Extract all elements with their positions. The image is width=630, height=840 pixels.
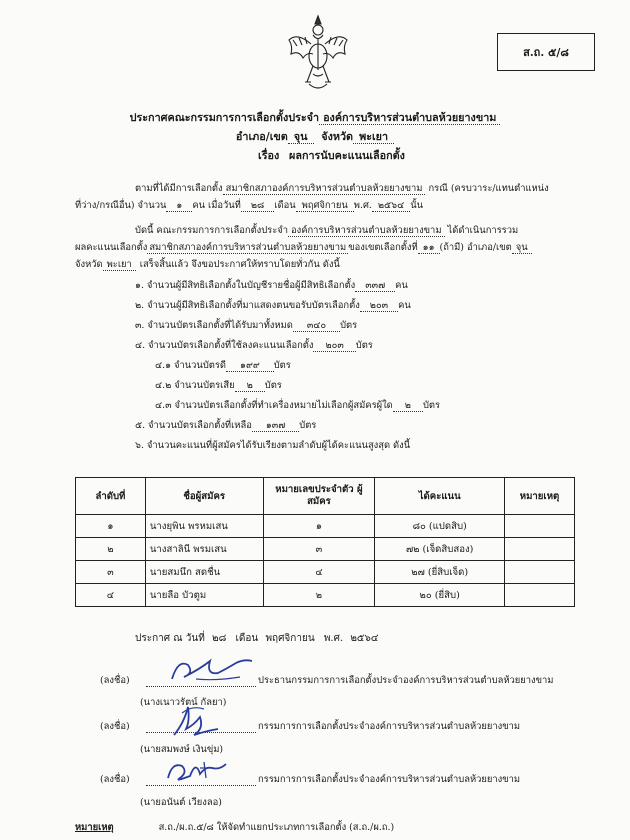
subject-label: เรื่อง	[258, 149, 280, 162]
item-label: ๔.๑ จำนวนบัตรดี	[155, 360, 227, 371]
announce-month-label: เดือน	[235, 633, 259, 644]
p1-day: ๒๘	[241, 200, 274, 212]
announce-date-line	[135, 631, 378, 646]
table-row	[76, 584, 575, 607]
item-5	[135, 418, 316, 433]
cell-name: นางสาลินี พรมเสน	[145, 538, 263, 561]
table-row	[76, 561, 575, 584]
p2-zone: ๑๑	[418, 242, 440, 254]
item-value: ๒๐๓	[313, 340, 355, 352]
item-unit: บัตร	[273, 360, 291, 371]
cell-order: ๓	[76, 561, 146, 584]
signer-role: ประธานกรรมการการเลือกตั้งประจำองค์การบริหารส่วนตำบลห้วยยางขาม	[258, 675, 554, 686]
cell-remark	[505, 561, 575, 584]
item-label: ๒. จำนวนผู้มีสิทธิเลือกตั้งที่มาแสดงตนขอรับบัตรเลือกตั้ง	[135, 300, 360, 311]
paragraph1-line2	[75, 198, 423, 213]
p2-province-label: จังหวัด	[75, 259, 103, 270]
p2-position: สมาชิกสภาองค์การบริหารส่วนตำบลห้วยยางขาม	[149, 242, 347, 253]
sign-label: (ลงชื่อ)	[100, 675, 130, 686]
cell-name: นางยุพิน พรหมเสน	[145, 515, 263, 538]
handwritten-signature-icon	[160, 752, 240, 788]
paragraph1-line1	[135, 181, 549, 196]
item-label: ๑. จำนวนผู้มีสิทธิเลือกตั้งในบัญชีรายชื่อผู้มีสิทธิเลือกตั้ง	[135, 280, 356, 291]
remark-label: หมายเหตุ	[75, 822, 114, 833]
p1-end: นั้น	[410, 200, 424, 211]
form-code-box	[497, 33, 595, 71]
cell-order: ๔	[76, 584, 146, 607]
table-row	[76, 538, 575, 561]
p1-count: ๑	[166, 200, 192, 212]
p2-district-label: (ถ้ามี) อำเภอ/เขต	[439, 242, 512, 253]
item-unit: คน	[398, 300, 411, 311]
item-label: ๖. จำนวนคะแนนที่ผู้สมัครได้รับเรียงตามลำดับผู้ได้คะแนนสูงสุด ดังนี้	[135, 440, 411, 451]
item-3	[135, 318, 357, 333]
p1-month: พฤศจิกายน	[296, 200, 354, 212]
announce-day: ๒๘	[211, 633, 227, 644]
p2-text-line2-a: ผลคะแนนเลือกตั้ง	[75, 242, 148, 253]
p2-org: องค์การบริหารส่วนตำบลห้วยยางขาม	[288, 225, 445, 237]
item-value: ๓๓๗	[355, 280, 395, 292]
item-unit: บัตร	[299, 420, 317, 431]
p2-text-c: ได้ดำเนินการรวม	[447, 225, 519, 236]
item-2	[135, 298, 411, 313]
p2-province: พะเยา	[103, 259, 136, 271]
p2-zone-label: ของเขตเลือกตั้งที่	[348, 242, 418, 253]
subject-value: ผลการนับคะแนนเลือกตั้ง	[289, 149, 405, 162]
cell-number: ๓	[263, 538, 375, 561]
item-value: ๑๓๗	[252, 420, 299, 432]
header-subject-line	[258, 147, 405, 164]
item-4	[135, 338, 373, 353]
p1-year-label: พ.ศ.	[353, 200, 372, 211]
item-label: ๔. จำนวนบัตรเลือกตั้งที่ใช้ลงคะแนนเลือกตั้ง	[135, 340, 314, 351]
item-4-2	[155, 378, 282, 393]
item-label: ๕. จำนวนบัตรเลือกตั้งที่เหลือ	[135, 420, 252, 431]
district-label: อำเภอ/เขต	[235, 130, 288, 143]
item-value: ๒	[393, 400, 423, 412]
item-unit: บัตร	[422, 400, 441, 411]
signer-name: (นางเนาวรัตน์ กัลยา)	[140, 697, 227, 708]
header-title-prefix: ประกาศคณะกรรมการการเลือกตั้งประจำ	[129, 111, 320, 124]
sign-label: (ลงชื่อ)	[100, 721, 130, 732]
announce-year-label: พ.ศ.	[323, 633, 344, 644]
handwritten-signature-icon	[164, 699, 224, 741]
p2-text-end: เสร็จสิ้นแล้ว จึงขอประกาศให้ทราบโดยทั่วกัน ดังนี้	[139, 259, 340, 270]
p1-text-a: ตามที่ได้มีการเลือกตั้ง	[135, 183, 223, 194]
cell-score: ๒๐ (ยี่สิบ)	[375, 584, 505, 607]
header-order: ลำดับที่	[76, 478, 146, 515]
cell-score: ๗๒ (เจ็ดสิบสอง)	[375, 538, 505, 561]
p1-text-c: กรณี (ครบวาระ/แทนตำแหน่ง	[428, 183, 549, 194]
item-4-1	[155, 358, 291, 373]
header-district-line	[0, 128, 630, 145]
paragraph2-line1	[135, 223, 518, 238]
header-candidate-name: ชื่อผู้สมัคร	[145, 478, 263, 515]
results-table	[75, 477, 575, 607]
announce-month: พฤศจิกายน	[265, 633, 315, 644]
item-4-3	[155, 398, 440, 413]
p1-position: สมาชิกสภาองค์การบริหารส่วนตำบลห้วยยางขาม	[223, 183, 426, 195]
item-label: ๓. จำนวนบัตรเลือกตั้งที่ได้รับมาทั้งหมด	[135, 320, 293, 331]
cell-score: ๘๐ (แปดสิบ)	[375, 515, 505, 538]
item-label: ๔.๒ จำนวนบัตรเสีย	[155, 380, 235, 391]
cell-remark	[505, 538, 575, 561]
p2-district: จุน	[512, 242, 532, 254]
item-unit: บัตร	[340, 320, 358, 331]
item-value: ๓๔๐	[293, 320, 340, 332]
p1-date-label: คน เมื่อวันที่	[192, 200, 241, 211]
header-candidate-number	[263, 478, 375, 515]
item-unit: บัตร	[264, 380, 282, 391]
paragraph2-line2	[75, 240, 532, 255]
form-code: ส.ถ. ๕/๘	[523, 46, 569, 59]
p1-text-count-label: ที่ว่าง/กรณีอื่น) จำนวน	[75, 200, 167, 211]
item-label: ๔.๓ จำนวนบัตรเลือกตั้งที่ทำเครื่องหมายไม่เลือกผู้สมัครผู้ใด	[155, 400, 393, 411]
district-value: จุน	[288, 130, 314, 144]
cell-number: ๔	[263, 561, 375, 584]
cell-order: ๑	[76, 515, 146, 538]
item-value: ๒๐๓	[360, 300, 398, 312]
cell-number: ๑	[263, 515, 375, 538]
item-1	[135, 278, 408, 293]
province-value: พะเยา	[353, 130, 394, 144]
signer-role: กรรมการการเลือกตั้งประจำองค์การบริหารส่วนตำบลห้วยยางขาม	[258, 721, 521, 732]
table-row	[76, 515, 575, 538]
item-value: ๒	[235, 380, 265, 392]
announce-year: ๒๕๖๔	[350, 633, 379, 644]
signer-name: (นายสมพงษ์ เงินขุ่ม)	[140, 744, 224, 755]
item-value: ๑๙๙	[226, 360, 274, 372]
table-header-row	[76, 478, 575, 515]
remark-text: ส.ถ./ผ.ถ.๕/๘ ให้จัดทำแยกประเภทการเลือกตั้ง (ส.ถ./ผ.ถ.)	[158, 822, 395, 833]
sign-label: (ลงชื่อ)	[100, 774, 130, 785]
cell-number: ๒	[263, 584, 375, 607]
garuda-emblem-icon	[283, 10, 353, 96]
announce-label: ประกาศ ณ วันที่	[135, 633, 205, 644]
header-candidate-number-text: หมายเลขประจำตัว ผู้สมัคร	[275, 484, 363, 507]
cell-remark	[505, 584, 575, 607]
handwritten-signature-icon	[166, 651, 256, 687]
p2-text-a: บัดนี้ คณะกรรมการการเลือกตั้งประจำ	[135, 225, 289, 236]
p1-year: ๒๕๖๔	[372, 200, 410, 212]
header-remark: หมายเหตุ	[505, 478, 575, 515]
p1-month-label: เดือน	[274, 200, 296, 211]
header-title	[0, 109, 630, 126]
header-score: ได้คะแนน	[375, 478, 505, 515]
signer-role: กรรมการการเลือกตั้งประจำองค์การบริหารส่วนตำบลห้วยยางขาม	[258, 774, 521, 785]
cell-remark	[505, 515, 575, 538]
signer-name: (นายอนันต์ เวียงลอ)	[140, 797, 222, 808]
item-unit: คน	[395, 280, 408, 291]
cell-order: ๒	[76, 538, 146, 561]
item-unit: บัตร	[355, 340, 373, 351]
province-label: จังหวัด	[321, 130, 354, 143]
cell-name: นายลือ บัวตูม	[145, 584, 263, 607]
cell-score: ๒๗ (ยี่สิบเจ็ด)	[375, 561, 505, 584]
item-6	[135, 438, 410, 453]
header-title-org: องค์การบริหารส่วนตำบลห้วยยางขาม	[319, 111, 500, 125]
cell-name: นายสมนึก สดชื่น	[145, 561, 263, 584]
remark-line	[75, 820, 394, 835]
paragraph2-line3	[75, 257, 340, 272]
